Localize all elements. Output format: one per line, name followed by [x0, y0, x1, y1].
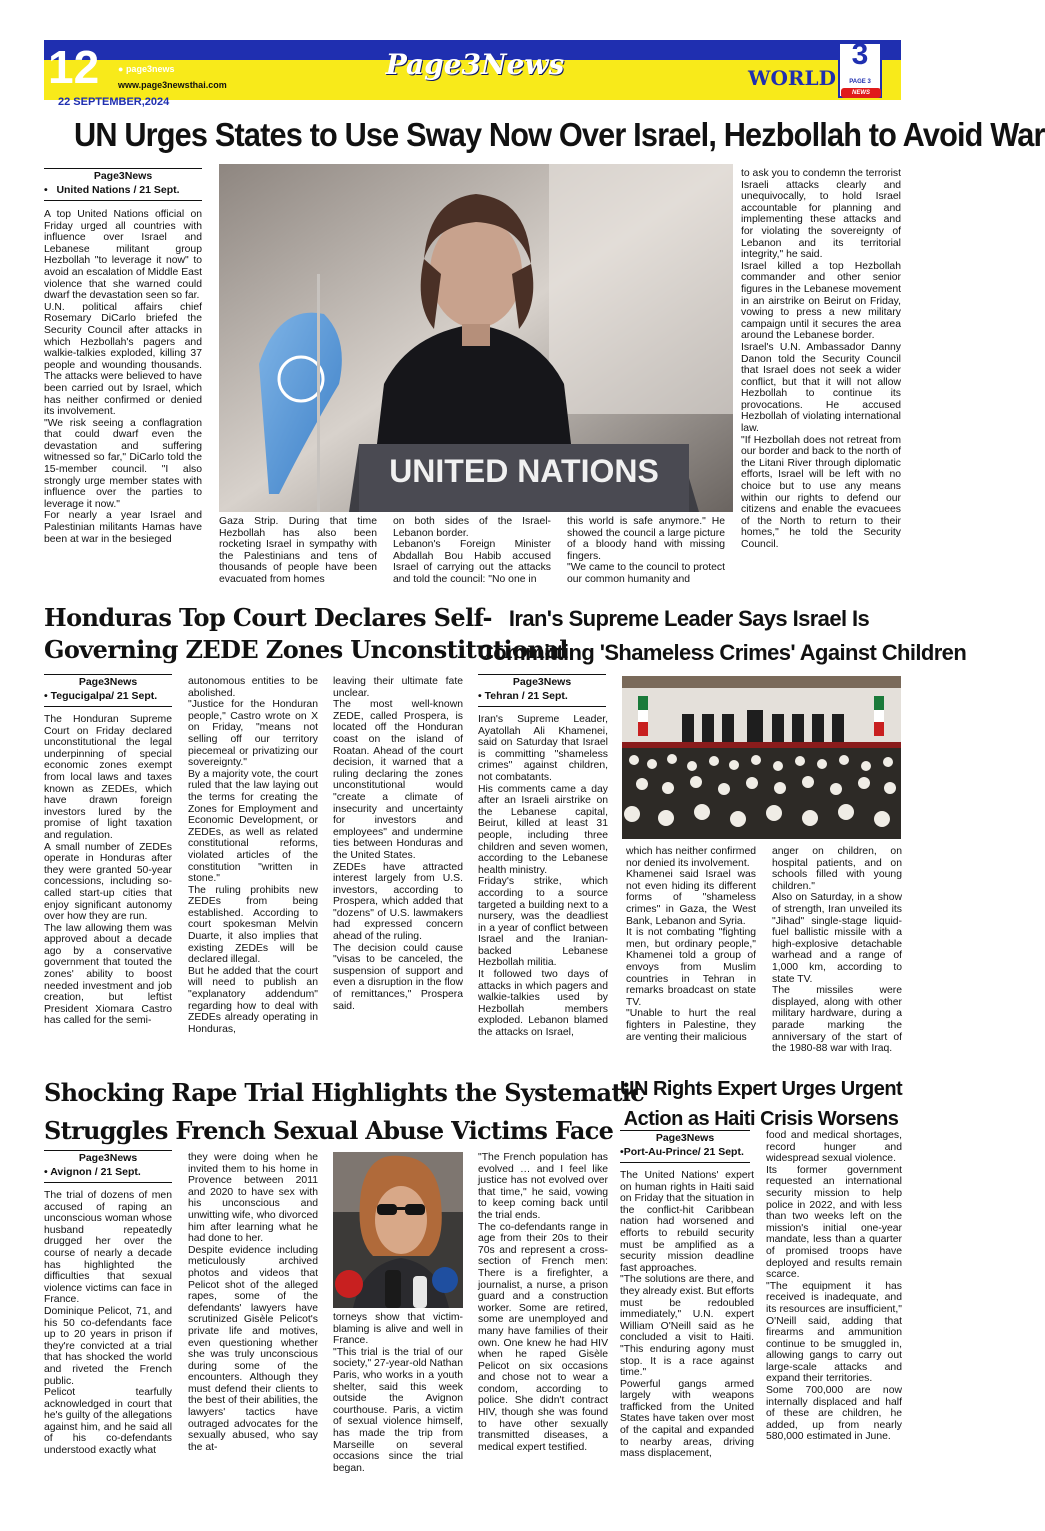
story5-headline-line2: Action as Haiti Crisis Worsens — [623, 1108, 899, 1130]
section-label: WORLD — [748, 66, 836, 90]
un-sign-text: UNITED NATIONS — [389, 453, 659, 489]
story2-dateline-wrap: • Tegucigalpa/ 21 Sept. — [44, 690, 158, 702]
story4-headline-line2: Struggles French Sexual Abuse Victims Face — [44, 1116, 614, 1145]
story4-headline-line1: Shocking Rape Trial Highlights the Systematic — [44, 1078, 645, 1107]
story3-column-3: anger on children, on hospital patients, and on schools filled with young children." Also on Saturday, in a show of strength, Iran unveiled its "Jihad" single-stage liquid-fuel ballistic missile with a high-explosive detachable warhead and a range of 1,000 km, according to state TV. The missiles were displayed, along with other military hardware, during a parade marking the anniversary of the start of the 1980-88 war with Iraq. — [772, 846, 902, 1055]
story2-column-2: autonomous entities to be abolished. "Justice for the Honduran people," Castro wrote on X on Friday, "means not selling off our territory piecemeal or privatizing our sovereignty." By a majority vote, the court ruled that the law laying out the terms for creating the Zones for Employment and Economic Development, or ZEDEs, as well as related constitutional reforms, violated articles of the constitution "written in stone." The ruling prohibits new ZEDEs from being established. According to court spokesman Melvin Duarte, it also implies that existing ZEDEs will be declared illegal. But he added that the court will need to publish an "explanatory addendum" regarding how to deal with ZEDEs already operating in Honduras, — [188, 676, 318, 1035]
story4-column-3: torneys show that victim-blaming is alive and well in France. "This trial is the trial of our society," 27-year-old Nathan Paris, who works in a youth shelter, said this week outside the Avignon courthouse. Paris, a victim of sexual violence himself, has made the trip from Marseille on several occasions since the trial began. — [333, 1312, 463, 1474]
story1-column-2: Gaza Strip. During that time Hezbollah has also been rocketing Israel in sympathy with the Palestinians and tens of thousands of people have been evacuated from homes — [219, 516, 377, 585]
story1-byline — [44, 168, 202, 201]
story1-column-1: A top United Nations official on Friday urged all countries with influence over Israel and Lebanese militant group Hezbollah "to leverage it now" to avoid an escalation of Middle East violence that she warned could dwarf the devastation seen so far. U.N. political affairs chief Rosemary DiCarlo briefed the Security Council after attacks in which Hezbollah's pagers and walkie-talkies exploded, killing 37 people and wounding thousands. The attacks were believed to have been carried out by Israel, which has neither confirmed or denied its involvement. "We risk seeing a conflagration that could dwarf even the devastation and suffering witnessed so far," DiCarlo told the 15-member council. "I also strongly urge member states with influence over the parties to leverage it now." For nearly a year Israel and Palestinian militants Hamas have been at war in the besieged — [44, 209, 202, 545]
story1-dateline-wrap: • United Nations / 21 Sept. — [44, 184, 180, 196]
story3-dateline-wrap: • Tehran / 21 Sept. — [478, 690, 568, 702]
pelicot-photo-illustration — [333, 1152, 463, 1308]
story2-headline-line1: Honduras Top Court Declares Self- — [44, 603, 492, 632]
story4-column-4: "The French population has evolved … and I feel like justice has not evolved over that time," he said, vowing to keep coming back until the trial ends. The co-defendants range in age from their 20s to their 70s and represent a cross-section of French men: There is a firefighter, a journalist, a nurse, a prison guard and a construction worker. Some are retired, some are unemployed and many have families of their own. One knew he had HIV when he raped Gisèle Pelicot on six occasions and chose not to wear a condom, according to police. She didn't contract HIV, though she was found to have other sexually transmitted diseases, a medical expert testified. — [478, 1152, 608, 1453]
byline-rule — [44, 1182, 172, 1183]
issue-date: 22 SEPTEMBER,2024 — [58, 96, 170, 108]
story3-headline-line1: Iran's Supreme Leader Says Israel Is — [508, 606, 870, 631]
story1-photo — [219, 164, 733, 512]
story5-headline — [620, 1074, 902, 1134]
story2-dateline: Tegucigalpa/ 21 Sept. — [50, 690, 158, 702]
story4-headline — [44, 1074, 645, 1150]
byline-rule — [478, 706, 606, 707]
un-photo-illustration — [219, 164, 733, 512]
story3-headline — [478, 602, 967, 670]
story4-dateline-wrap: • Avignon / 21 Sept. — [44, 1166, 141, 1178]
story2-source: Page3News — [78, 676, 138, 688]
story1-column-4: this world is safe anymore." He showed the council a large picture of a bloody hand with missing fingers. "We came to the council to protect our common humanity and — [567, 516, 725, 585]
story4-dateline: Avignon / 21 Sept. — [50, 1166, 141, 1178]
iran-crowd-illustration — [622, 676, 901, 839]
web-handle-text: page3news — [125, 64, 175, 74]
page-number: 12 — [48, 41, 100, 93]
web-handle: ● page3news — [118, 64, 175, 74]
story2-column-1: The Honduran Supreme Court on Friday declared unconstitutional the legal underpinning of special economic zones exempt from local laws and taxes known as ZEDEs, which have drawn foreign investors lured by the promise of light taxation and regulation. A small number of ZEDEs operate in Honduras after they were granted 50-year concessions, including so-called start-up cities that enjoy significant autonomy over how they are run. The law allowing them was approved about a decade ago by a conservative government that touted the zones' ability to boost needed investment and job creation, but leftist President Xiomara Castro has called for the semi- — [44, 714, 172, 1027]
story3-source: Page3News — [512, 676, 572, 688]
story5-headline-line1: UN Rights Expert Urges Urgent — [620, 1078, 903, 1100]
story3-photo — [622, 676, 901, 839]
newspaper-logo: Page3News — [385, 48, 565, 81]
story5-column-2: food and medical shortages, record hunger and widespread sexual violence. Its former government requested an international security mission to help police in 2022, and with less than two weeks left on the mission's initial one-year mandate, less than a quarter of promised troops have deployed and results remain scarce. "The equipment it has received is inadequate, and its resources are insufficient," O'Neill said, adding that firearms and ammunition continue to be smuggled in, allowing gangs to carry out large-scale attacks and expand their territories. Some 700,000 are now internally displaced and half of these are children, he added, up from nearly 580,000 estimated in June. — [766, 1130, 902, 1443]
story4-column-1: The trial of dozens of men accused of raping an unconscious woman whose husband repeatedly drugged her over the course of nearly a decade has highlighted the difficulties that sexual violence victims can face in France. Dominique Pelicot, 71, and his 50 co-defendants face up to 20 years in prison if they're convicted at a trial that has shocked the world and riveted the French public. Pelicot tearfully acknowledged in court that he's guilty of the allegations against him, and he said all of his co-defendants understood exactly what — [44, 1190, 172, 1457]
story4-photo — [333, 1152, 463, 1308]
brand-badge-line1: PAGE 3 — [849, 79, 871, 85]
story5-dateline-wrap: •Port-Au-Prince/ 21 Sept. — [620, 1146, 744, 1158]
byline-rule — [620, 1162, 750, 1163]
story1-column-5: to ask you to condemn the terrorist Israeli attacks clearly and unequivocally, to hold Israel accountable for planning and implementing these attacks and for violating the sovereignty of Lebanon and its territorial integrity," he said. Israel killed a top Hezbollah commander and other senior figures in the Lebanese movement in an airstrike on Beirut on Friday, vowing to press a new military campaign until it secures the area around the Lebanese border. Israel's U.N. Ambassador Danny Danon told the Security Council that Israel does not seek a wider conflict, but that it will not allow Hezbollah to continue its provocations. He accused Hezbollah of violating international law. "If Hezbollah does not retreat from our border and back to the north of the Litani River through diplomatic efforts, Israel will be left with no choice but to use any means within our rights to defend our citizens and enable the evacuees of the North to return to their homes," he told the Security Council. — [741, 168, 902, 550]
brand-badge-number: 3 — [851, 38, 869, 71]
story5-source: Page3News — [655, 1132, 715, 1144]
story5-byline — [620, 1130, 750, 1163]
story3-column-1: Iran's Supreme Leader, Ayatollah Ali Khamenei, said on Saturday that Israel is committing "shameless crimes" against children, not combatants. His comments came a day after an Israeli airstrike on the Lebanese capital, Beirut, killed at least 31 people, including three children and seven women, according to the Lebanese health ministry. Friday's strike, which according to a source targeted a building next to a nursery, was the deadliest in a year of conflict between Israel and the Iranian-backed Lebanese Hezbollah militia. It followed two days of attacks in which pagers and walkie-talkies used by Hezbollah members exploded. Lebanon blamed the attacks on Israel, — [478, 714, 608, 1039]
story2-byline — [44, 674, 172, 707]
story1-column-3: on both sides of the Israel-Lebanon border. Lebanon's Foreign Minister Abdallah Bou Habib accused Israel of carrying out the attacks and told the council: "No one in — [393, 516, 551, 585]
story2-headline-line2: Governing ZEDE Zones Unconstitutional — [44, 635, 568, 664]
story1-source: Page3News — [93, 170, 153, 182]
story5-column-1: The United Nations' expert on human rights in Haiti said on Friday that the situation in the conflict-hit Caribbean nation had worsened and efforts to rebuild security must be amplified as a security mission deadline fast approaches. "The solutions are there, and they already exist. But efforts must be redoubled immediately," U.N. expert William O'Neill said as he concluded a visit to Haiti. "This enduring agony must stop. It is a race against time." Powerful gangs armed largely with weapons trafficked from the United States have taken over most of the capital and expanded to nearby areas, driving mass displacement, — [620, 1170, 754, 1460]
story1-dateline: United Nations / 21 Sept. — [56, 184, 180, 196]
story5-dateline: Port-Au-Prince/ 21 Sept. — [623, 1146, 744, 1158]
story2-headline — [44, 602, 568, 666]
story3-dateline: Tehran / 21 Sept. — [484, 690, 568, 702]
web-url[interactable]: www.page3newsthai.com — [118, 80, 227, 90]
story4-column-2: they were doing when he invited them to his home in Provence between 2011 and 2020 to have sex with his unconscious and unwitting wife, who divorced him after learning what he had done to her. Despite evidence including meticulously archived photos and videos that Pelicot shot of the alleged rapes, some of the defendants' lawyers have scrutinized Gisèle Pelicot's private life and motives, even questioning whether she was truly unconscious during some of the encounters. Although they must defend their clients to the best of their abilities, the lawyers' tactics have outraged advocates for the sexually abused, who say the at- — [188, 1152, 318, 1453]
story3-column-2: which has neither confirmed nor denied its involvement. Khamenei said Israel was not even hiding its different forms of "shameless crimes" in Gaza, the West Bank, Lebanon and Syria. It is not combating "fighting men, but ordinary people," Khamenei told a group of envoys from Muslim countries in Tehran in remarks broadcast on state TV. "Unable to hurt the real fighters in Palestine, they are venting their malicious — [626, 846, 756, 1043]
story3-headline-line2: Committing 'Shameless Crimes' Against Children — [478, 640, 967, 665]
story3-byline — [478, 674, 606, 707]
byline-rule — [44, 200, 202, 201]
story4-byline — [44, 1150, 172, 1183]
brand-badge-line2: NEWS — [841, 88, 881, 98]
story4-source: Page3News — [78, 1152, 138, 1164]
story2-column-3: leaving their ultimate fate unclear. The most well-known ZEDE, called Prospera, is located off the Honduran coast on the island of Roatan. Ahead of the court decision, it warned that a ruling declaring the zones unconstitutional would "create a climate of insecurity and uncertainty for investors and employees" and undermine ties between Honduras and the United States. ZEDEs have attracted interest largely from U.S. investors, according to Prospera, which added that "dozens" of U.S. lawmakers had expressed concern ahead of the ruling. The decision could cause "visas to be canceled, the suspension of support and even a disruption in the flow of remittances," Prospera said. — [333, 676, 463, 1012]
byline-rule — [44, 706, 172, 707]
story1-headline: UN Urges States to Use Sway Now Over Israel, Hezbollah to Avoid War — [73, 116, 1045, 153]
